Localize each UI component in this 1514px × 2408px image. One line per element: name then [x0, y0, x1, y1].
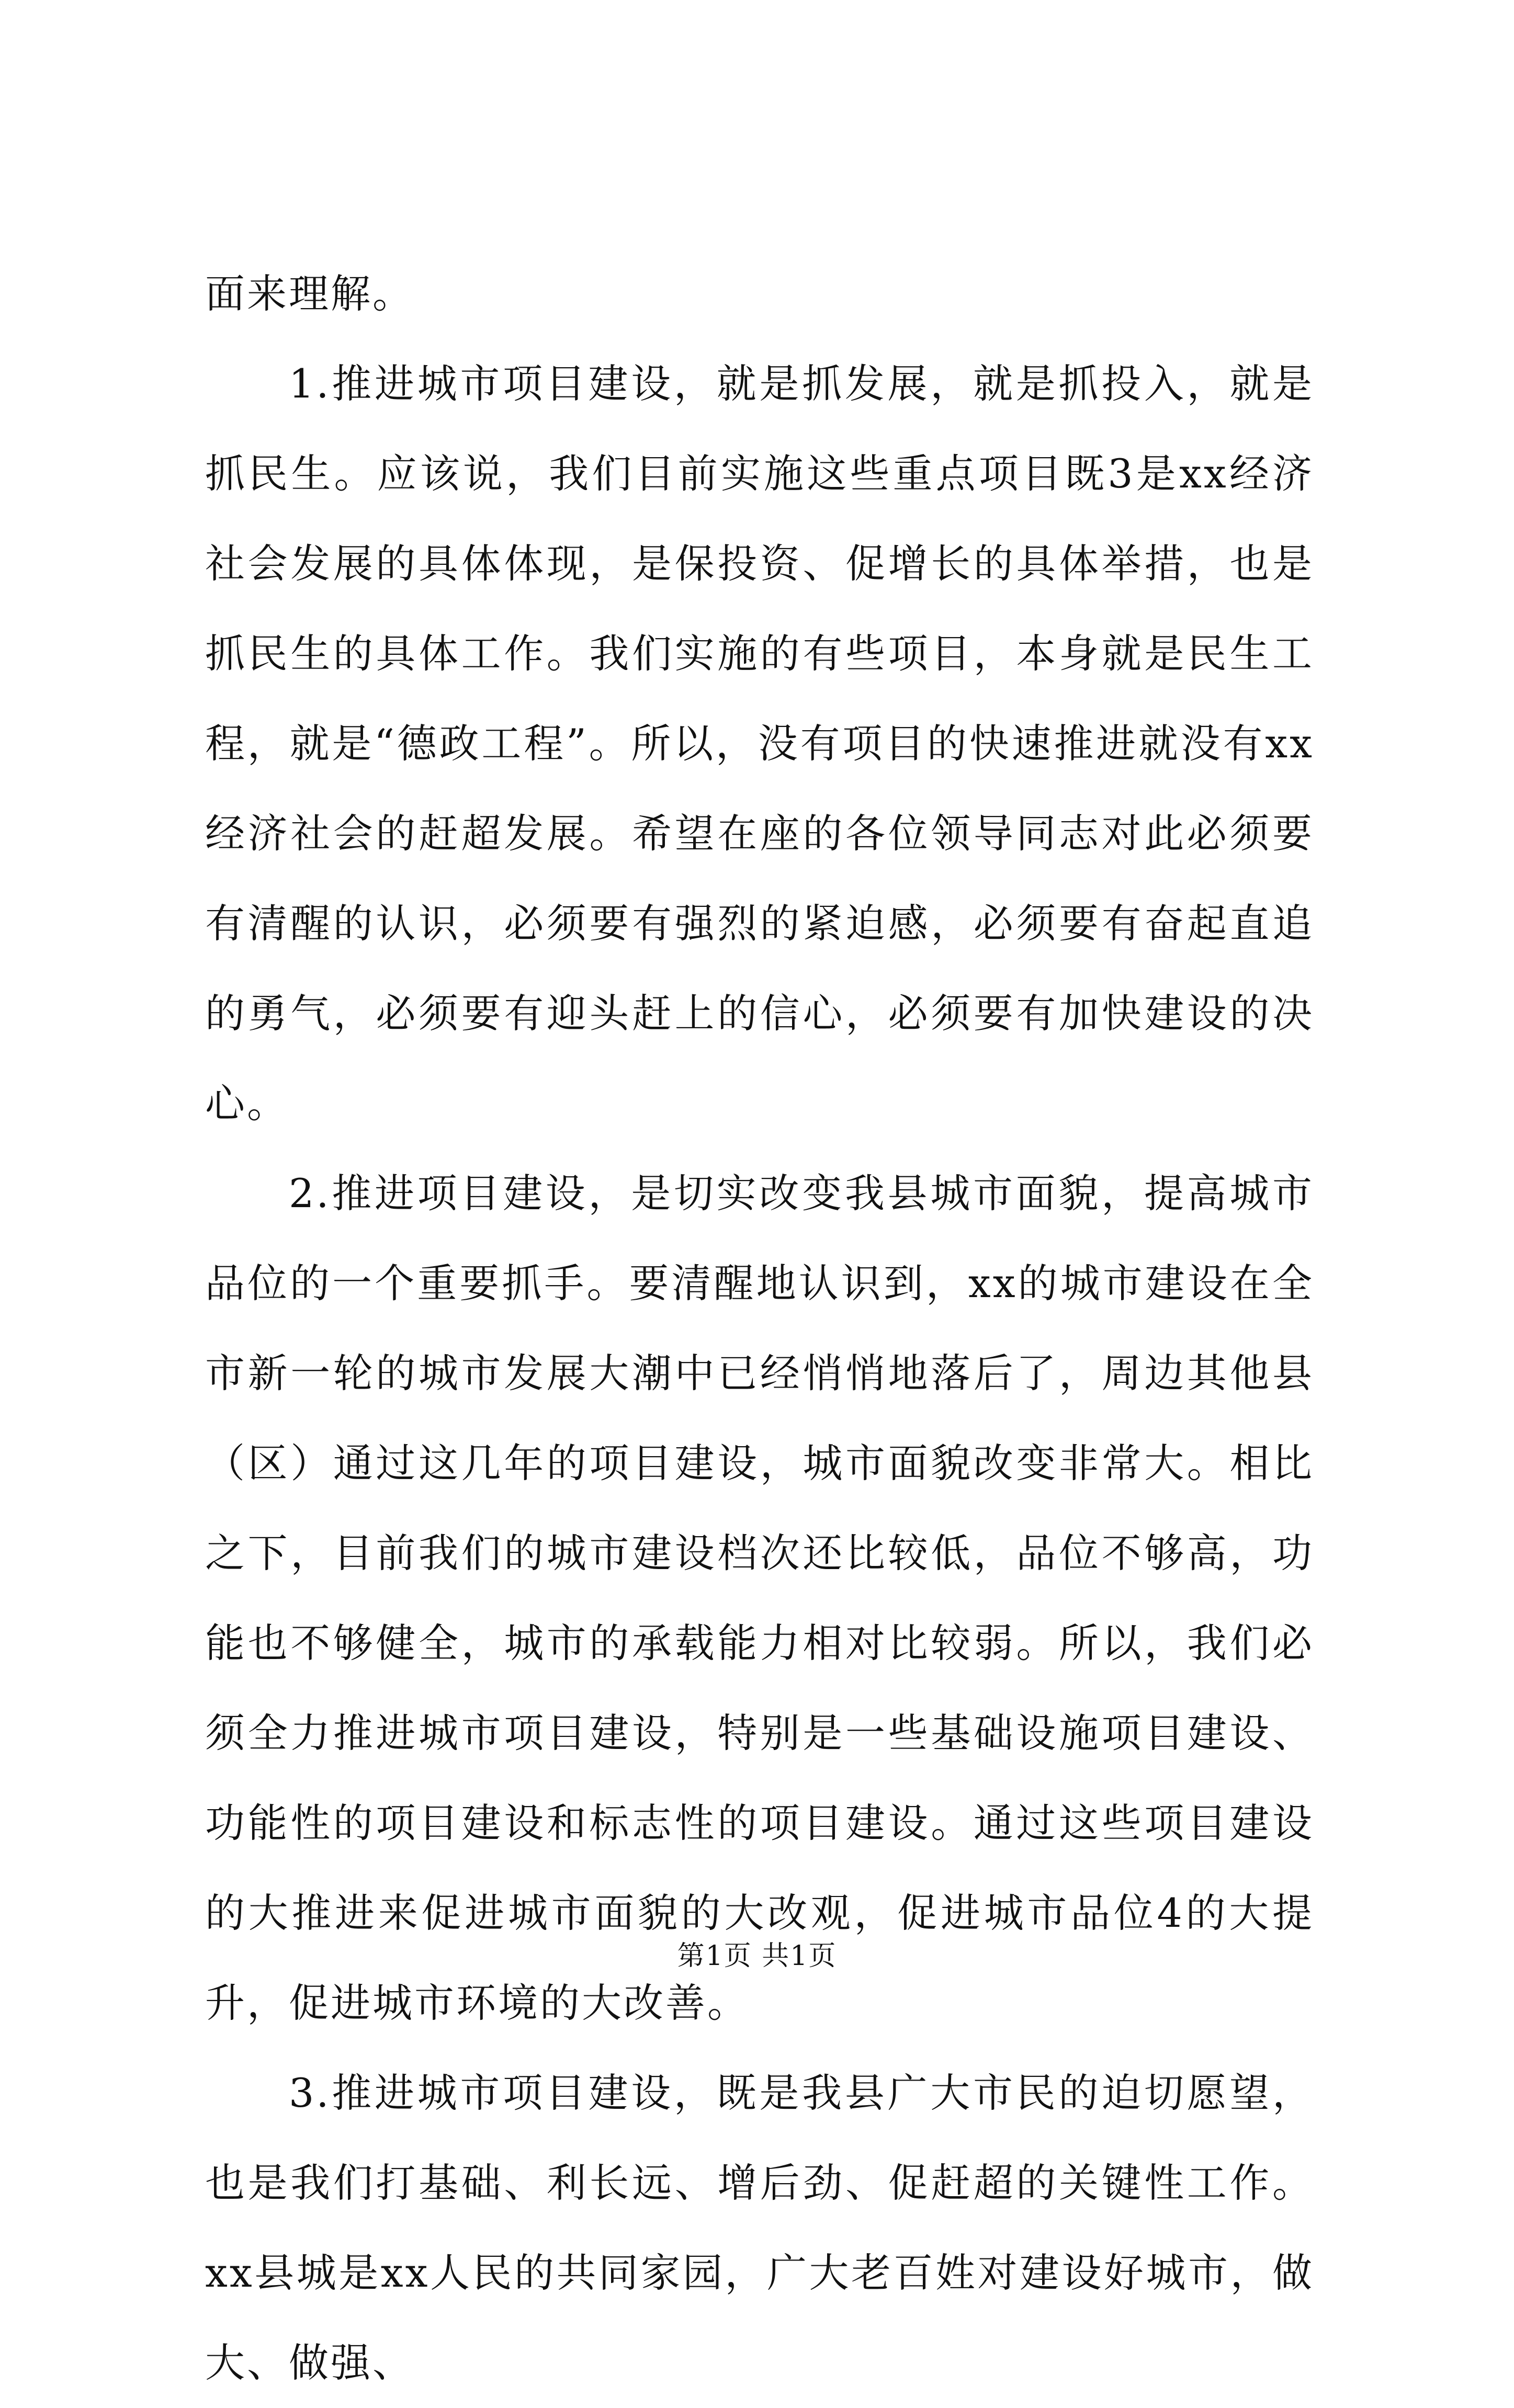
paragraph-continuation: 面来理解。 [205, 270, 414, 317]
document-body [205, 249, 1314, 2408]
paragraph-point-2: 2.推进项目建设，是切实改变我县城市面貌，提高城市品位的一个重要抓手。要清醒地认识到，xx的城市建设在全市新一轮的城市发展大潮中已经悄悄地落后了，周边其他县（区）通过这几年的项目建设，城市面貌改变非常大。相比之下，目前我们的城市建设档次还比较低，品位不够高，功能也不够健全，城市的承载能力相对比较弱。所以，我们必须全力推进城市项目建设，特别是一些基础设施项目建设、功能性的项目建设和标志性的项目建设。通过这些项目建设的大推进来促进城市面貌的大改观，促进城市品位4的大提升，促进城市环境的大改善。 [205, 1170, 1314, 2026]
paragraph-point-1: 1.推进城市项目建设，就是抓发展，就是抓投入，就是抓民生。应该说，我们目前实施这些重点项目既3是xx经济社会发展的具体体现，是保投资、促增长的具体举措，也是抓民生的具体工作。我们实施的有些项目，本身就是民生工程，就是“德政工程”。所以，没有项目的快速推进就没有xx经济社会的赶超发展。希望在座的各位领导同志对此必须要有清醒的认识，必须要有强烈的紧迫感，必须要有奋起直追的勇气，必须要有迎头赶上的信心，必须要有加快建设的决心。 [205, 360, 1314, 1127]
paragraph-point-3: 3.推进城市项目建设，既是我县广大市民的迫切愿望，也是我们打基础、利长远、增后劲、促赶超的关键性工作。xx县城是xx人民的共同家园，广大老百姓对建设好城市，做大、做强、 [205, 2070, 1314, 2386]
page-footer: 第1页 共1页 [677, 1940, 837, 1972]
